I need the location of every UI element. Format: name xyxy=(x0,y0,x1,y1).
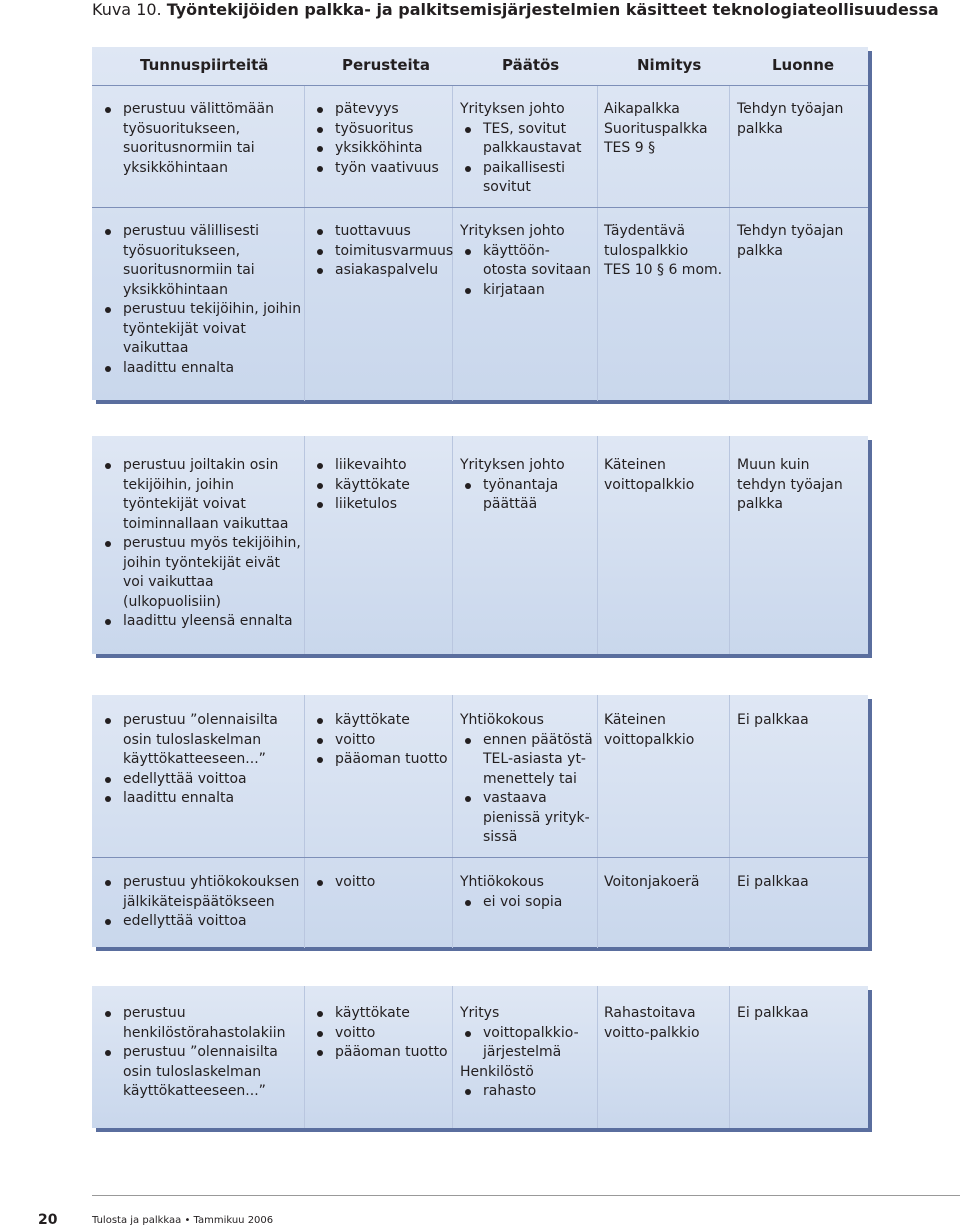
table-row xyxy=(92,436,868,654)
bullet-item: edellyttää voittoa xyxy=(100,912,305,932)
cell-tunnuspiirteita xyxy=(100,711,305,809)
bullet-item: ennen päätöstä TEL-asiasta yt-menettely tai xyxy=(460,731,600,790)
bullet-item: liikevaihto xyxy=(312,456,452,476)
text-line: Aikapalkka xyxy=(604,101,680,117)
cell-perusteita xyxy=(312,100,452,178)
bullet-item: perustuu yhtiökokouksen jälkikäteispäätökseen xyxy=(100,873,305,912)
bullet-item: perustuu joiltakin osin tekijöihin, joihin työntekijät voivat toiminnallaan vaikuttaa xyxy=(100,456,305,534)
text-line: Tehdyn työajan palkka xyxy=(737,101,844,137)
text-line: Yrityksen johto xyxy=(460,101,565,117)
bullet-item: käyttökate xyxy=(312,711,452,731)
bullet-item: perustuu myös tekijöihin, joihin työntekijät eivät voi vaikuttaa (ulkopuolisiin) xyxy=(100,534,305,612)
text-line: TES 10 § 6 mom. xyxy=(604,262,723,278)
text-line: Yhtiökokous xyxy=(460,874,544,890)
table-row xyxy=(92,695,868,857)
column-header-row xyxy=(92,47,868,85)
bullet-item: työnantaja päättää xyxy=(460,476,600,515)
cell-list xyxy=(100,1004,305,1102)
cell-paatos xyxy=(460,873,600,912)
cell-list xyxy=(312,456,452,515)
bullet-item: pääoman tuotto xyxy=(312,1043,452,1063)
page-footer xyxy=(0,1195,960,1230)
bullet-item: paikallisesti sovitut xyxy=(460,159,600,198)
bullet-item: perustuu ”olennaisilta osin tuloslaskelman käyttökatteeseen...” xyxy=(100,711,305,770)
cell-luonne xyxy=(737,456,862,515)
cell-list xyxy=(312,1004,452,1063)
cell-list xyxy=(737,1004,862,1024)
text-line: Yritys xyxy=(460,1005,500,1021)
cell-list xyxy=(312,222,452,281)
header-luonne: Luonne xyxy=(772,56,835,74)
bullet-item: pääoman tuotto xyxy=(312,750,452,770)
cell-list xyxy=(737,456,862,515)
bullet-item: käyttökate xyxy=(312,476,452,496)
cell-list xyxy=(604,456,734,495)
column-divider xyxy=(452,208,453,401)
table-block-2 xyxy=(92,436,868,654)
cell-perusteita xyxy=(312,456,452,515)
publication-name: Tulosta ja palkkaa • Tammikuu 2006 xyxy=(92,1215,274,1226)
cell-luonne xyxy=(737,711,862,731)
column-divider xyxy=(452,858,453,948)
bullet-item: perustuu välillisesti työsuoritukseen, suoritusnormiin tai yksikköhintaan xyxy=(100,222,305,300)
table-block-4 xyxy=(92,986,868,1128)
text-line: Yrityksen johto xyxy=(460,223,565,239)
cell-list xyxy=(737,100,862,139)
text-line: Yhtiökokous xyxy=(460,712,544,728)
bullet-item: tuottavuus xyxy=(312,222,452,242)
bullet-item: työn vaativuus xyxy=(312,159,452,179)
page-number: 20 xyxy=(38,1212,58,1228)
cell-paatos xyxy=(460,711,600,848)
table-row xyxy=(92,986,868,1128)
bullet-item: yksikköhinta xyxy=(312,139,452,159)
cell-nimitys xyxy=(604,222,734,281)
text-line: Muun kuin tehdyn työajan palkka xyxy=(737,457,843,512)
figure-title-text: Työntekijöiden palkka- ja palkitsemisjärjestelmien käsitteet teknologiateollisuudessa xyxy=(166,0,939,19)
cell-list xyxy=(604,1004,734,1043)
bullet-item: laadittu yleensä ennalta xyxy=(100,612,305,632)
cell-nimitys xyxy=(604,873,734,893)
cell-luonne xyxy=(737,1004,862,1024)
cell-luonne xyxy=(737,873,862,893)
bullet-item: laadittu ennalta xyxy=(100,359,305,379)
bullet-item: työsuoritus xyxy=(312,120,452,140)
cell-list xyxy=(460,100,600,198)
text-line: Käteinen voittopalkkio xyxy=(604,457,695,493)
bullet-item: voittopalkkio-järjestelmä xyxy=(460,1024,600,1063)
bullet-item: liiketulos xyxy=(312,495,452,515)
table-block-3 xyxy=(92,695,868,947)
bullet-item: vastaava pienissä yrityk-sissä xyxy=(460,789,600,848)
bullet-item: voitto xyxy=(312,731,452,751)
bullet-item: edellyttää voittoa xyxy=(100,770,305,790)
bullet-item: perustuu henkilöstörahastolakiin xyxy=(100,1004,305,1043)
text-line: Rahastoitava voitto-palkkio xyxy=(604,1005,700,1041)
bullet-item: kirjataan xyxy=(460,281,600,301)
bullet-item: käyttökate xyxy=(312,1004,452,1024)
bullet-item: TES, sovitut palkkaustavat xyxy=(460,120,600,159)
figure-number: Kuva 10. xyxy=(92,0,162,19)
cell-tunnuspiirteita xyxy=(100,100,305,178)
text-line: Täydentävä tulospalkkio xyxy=(604,223,689,259)
header-paatos: Päätös xyxy=(502,56,560,74)
bullet-item: käyttöön- xyxy=(460,242,600,262)
bullet-item: voitto xyxy=(312,1024,452,1044)
column-divider xyxy=(452,436,453,654)
cell-list xyxy=(737,711,862,731)
cell-list xyxy=(100,456,305,632)
cell-list xyxy=(100,711,305,809)
bullet-item: laadittu ennalta xyxy=(100,789,305,809)
cell-list xyxy=(460,1004,600,1102)
cell-perusteita xyxy=(312,873,452,893)
text-line: Voitonjakoerä xyxy=(604,874,700,890)
bullet-item: voitto xyxy=(312,873,452,893)
cell-list xyxy=(312,711,452,770)
cell-list xyxy=(100,222,305,378)
cell-list xyxy=(100,873,305,932)
cell-nimitys xyxy=(604,100,734,159)
bullet-item: perustuu ”olennaisilta osin tuloslaskelman käyttökatteeseen...” xyxy=(100,1043,305,1102)
text-line: Ei palkkaa xyxy=(737,874,809,890)
text-line: TES 9 § xyxy=(604,140,656,156)
bullet-item: asiakaspalvelu xyxy=(312,261,452,281)
text-line: otosta sovitaan xyxy=(483,262,591,278)
cell-list xyxy=(312,100,452,178)
cell-paatos xyxy=(460,1004,600,1102)
text-line: Ei palkkaa xyxy=(737,1005,809,1021)
cell-tunnuspiirteita xyxy=(100,1004,305,1102)
cell-tunnuspiirteita xyxy=(100,873,305,932)
cell-luonne xyxy=(737,222,862,261)
column-divider xyxy=(452,86,453,208)
cell-tunnuspiirteita xyxy=(100,222,305,378)
cell-list xyxy=(604,100,734,159)
cell-paatos xyxy=(460,456,600,515)
cell-paatos xyxy=(460,100,600,198)
text-line: Henkilöstö xyxy=(460,1063,534,1080)
cell-list xyxy=(460,222,600,300)
header-tunnuspiirteita: Tunnuspiirteitä xyxy=(140,56,269,74)
bullet-item: rahasto xyxy=(460,1082,600,1102)
cell-luonne xyxy=(737,100,862,139)
header-nimitys: Nimitys xyxy=(637,56,702,74)
bullet-item: pätevyys xyxy=(312,100,452,120)
cell-list xyxy=(737,873,862,893)
table-row xyxy=(92,85,868,208)
text-line: Suorituspalkka xyxy=(604,120,708,137)
cell-list xyxy=(737,222,862,261)
cell-list xyxy=(312,873,452,893)
table-row xyxy=(92,857,868,948)
cell-list xyxy=(460,456,600,515)
bullet-item: perustuu välittömään työsuoritukseen, suoritusnormiin tai yksikköhintaan xyxy=(100,100,305,178)
column-divider xyxy=(452,986,453,1128)
text-line: Tehdyn työajan palkka xyxy=(737,223,844,259)
header-perusteita: Perusteita xyxy=(342,56,430,74)
bullet-item: perustuu tekijöihin, joihin työntekijät voivat vaikuttaa xyxy=(100,300,305,359)
cell-list xyxy=(604,873,734,893)
cell-list xyxy=(604,711,734,750)
text-line: Yrityksen johto xyxy=(460,457,565,473)
column-divider xyxy=(729,858,730,948)
cell-list xyxy=(604,222,734,281)
text-line: Ei palkkaa xyxy=(737,712,809,728)
cell-list xyxy=(460,873,600,912)
column-divider xyxy=(452,695,453,857)
cell-paatos xyxy=(460,222,600,300)
cell-list xyxy=(460,711,600,848)
cell-perusteita xyxy=(312,1004,452,1063)
figure-title xyxy=(92,0,939,20)
cell-nimitys xyxy=(604,456,734,495)
table-row xyxy=(92,207,868,401)
cell-tunnuspiirteita xyxy=(100,456,305,632)
bullet-item: ei voi sopia xyxy=(460,893,600,913)
cell-perusteita xyxy=(312,222,452,281)
footer-divider xyxy=(92,1195,960,1196)
cell-nimitys xyxy=(604,1004,734,1043)
text-line: Käteinen voittopalkkio xyxy=(604,712,695,748)
cell-list xyxy=(100,100,305,178)
cell-nimitys xyxy=(604,711,734,750)
cell-perusteita xyxy=(312,711,452,770)
bullet-item: toimitusvarmuus xyxy=(312,242,452,262)
table-block-1 xyxy=(92,47,868,400)
